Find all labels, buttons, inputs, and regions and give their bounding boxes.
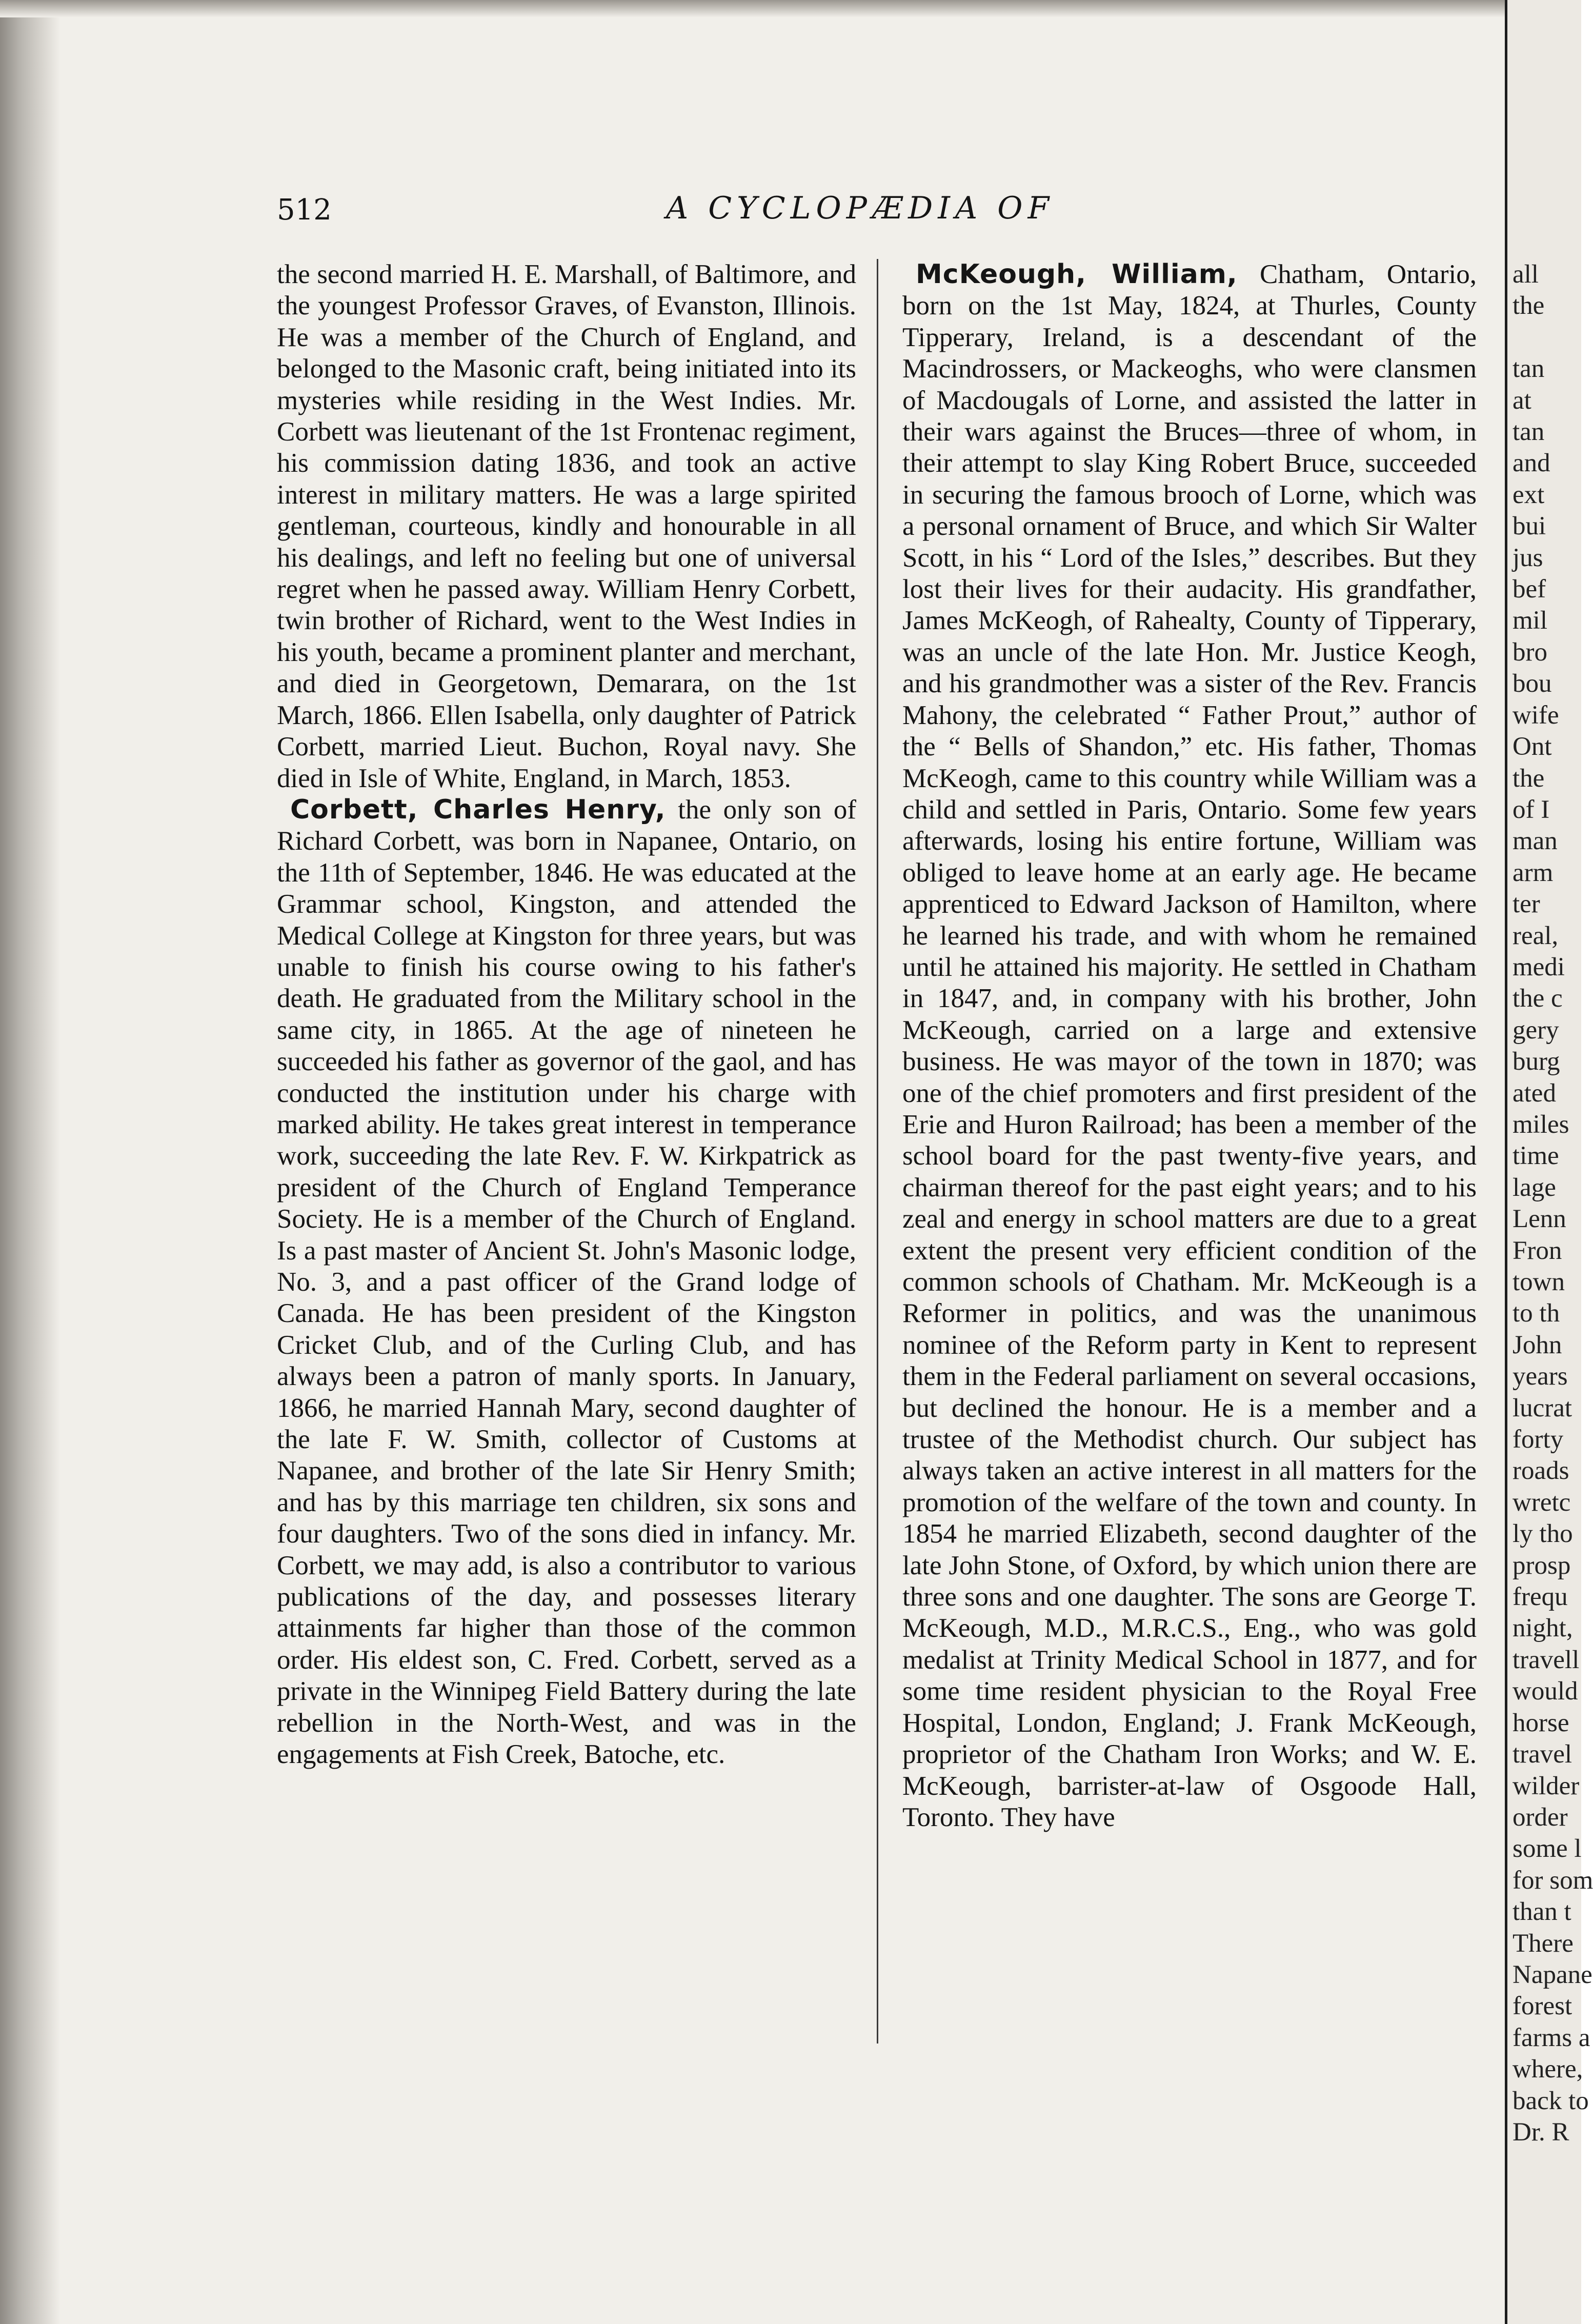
- page-top-edge: [0, 0, 1505, 17]
- left-column: [277, 259, 856, 1771]
- entry-body: the only son of Richard Corbett, was born in Napanee, Ontario, on the 11th of September, 1846. He was educated at the Grammar school, Kingston, and attended the Medical College at Kingston for three years, but was unable to finish his course owing to his father's death. He graduated from the Military school in the same city, in 1865. At the age of nineteen he succeeded his father as governor of the gaol, and has conducted the institution under his charge with marked ability. He takes great interest in temperance work, succeeding the late Rev. F. W. Kirkpatrick as president of the Church of England Temperance Society. He is a member of the Church of England. Is a past master of Ancient St. John's Masonic lodge, No. 3, and a past officer of the Grand lodge of Canada. He has been president of the Kingston Cricket Club, and of the Curling Club, and has always been a patron of manly sports. In January, 1866, he married Hannah Mary, second daughter of the late F. W. Smith, collector of Customs at Napanee, and brother of the late Sir Henry Smith; and has by this marriage ten children, six sons and four daughters. Two of the sons died in infancy. Mr. Corbett, we may add, is also a contributor to various publications of the day, and possesses literary attainments far higher than those of the common order. His eldest son, C. Fred. Corbett, served as a private in the Winnipeg Field Battery during the late rebellion in the North-West, and was in the engagements at Fish Creek, Batoche, etc.: [277, 794, 856, 1770]
- next-page-fragment: Dr. R: [1513, 2117, 1569, 2147]
- next-page-fragment: Ont: [1513, 732, 1552, 762]
- next-page-fragment: bui: [1513, 512, 1546, 541]
- next-page-fragment: John: [1513, 1330, 1562, 1359]
- column-divider: [877, 259, 878, 2043]
- next-page-fragment: at: [1513, 386, 1531, 415]
- next-page-fragment: ly tho: [1513, 1519, 1573, 1549]
- entry-corbett-charles-henry: [277, 794, 856, 1771]
- next-page-fragment: time: [1513, 1141, 1559, 1171]
- next-page-fragment: tan: [1513, 354, 1545, 384]
- next-page-fragment: jus: [1513, 543, 1543, 572]
- next-page-edge: [1505, 0, 1593, 2324]
- next-page-fragment: forty: [1513, 1425, 1564, 1454]
- next-page-fragment: years: [1513, 1362, 1568, 1391]
- next-page-fragment: the c: [1513, 984, 1563, 1013]
- entry-heading: McKeough, William,: [916, 259, 1238, 290]
- next-page-fragment: miles: [1513, 1110, 1569, 1139]
- next-page-fragment: prosp: [1513, 1551, 1571, 1580]
- next-page-fragment: travell: [1513, 1645, 1580, 1674]
- next-page-fragment: and: [1513, 449, 1550, 478]
- next-page-fragment: forest: [1513, 1992, 1572, 2021]
- page-number: 512: [277, 193, 332, 227]
- next-page-fragment: Napane: [1513, 1960, 1592, 1989]
- next-page-fragment: where,: [1513, 2055, 1583, 2084]
- next-page-fragment: wilder: [1513, 1771, 1580, 1800]
- next-page-fragment: frequ: [1513, 1582, 1568, 1612]
- next-page-fragment: There: [1513, 1929, 1574, 1958]
- next-page-text-fragments: [1513, 259, 1593, 2148]
- next-page-fragment: all: [1513, 260, 1539, 289]
- next-page-fragment: arm: [1513, 858, 1554, 887]
- next-page-fragment: roads: [1513, 1456, 1569, 1486]
- next-page-fragment: the: [1513, 764, 1545, 793]
- entry-body: Chatham, Ontario, born on the 1st May, 1824, at Thurles, County Tipperary, Ireland, is a descendant of the Macindrossers, or Mackeoghs, who were clansmen of Macdougals of Lorne, and assisted the latter in their wars against the Bruces—three of whom, in their attempt to slay King Robert Bruce, succeeded in securing the famous brooch of Lorne, which was a personal ornament of Bruce, and which Sir Walter Scott, in his “ Lord of the Isles,” describes. But they lost their lives for their audacity. His grandfather, James McKeogh, of Rahealty, County of Tipperary, was an uncle of the late Hon. Mr. Justice Keogh, and his grandmother was a sister of the Rev. Francis Mahony, the celebrated “ Father Prout,” author of the “ Bells of Shandon,” etc. His father, Thomas McKeogh, came to this country while William was a child and settled in Paris, Ontario. Some few years afterwards, losing his entire fortune, William was obliged to leave home at an early age. He became apprenticed to Edward Jackson of Hamilton, where he learned his trade, and with whom he remained until he attained his majority. He settled in Chatham in 1847, and, in company with his brother, John McKeough, carried on a large and extensive business. He was mayor of the town in 1870; was one of the chief promoters and first president of the Erie and Huron Railroad; has been a member of the school board for the past twenty-five years, and chairman thereof for the past eight years; and to his zeal and energy in school matters are due to a great extent the present very efficient condition of the common schools of Chatham. Mr. McKeough is a Reformer in politics, and was the unanimous nominee of the Reform party in Kent to represent them in the Federal parliament on several occasions, but declined the honour. He is a member and a trustee of the Methodist church. Our subject has always taken an active interest in all matters for the promotion of the welfare of the town and county. In 1854 he married Elizabeth, second daughter of the late John Stone, of Oxford, by which union there are three sons and one daughter. The sons are George T. McKeough, M.D., M.R.C.S., Eng., who was gold medalist at Trinity Medical School in 1877, and for some time resident physician to the Royal Free Hospital, London, England; J. Frank McKeough, proprietor of the Chatham Iron Works; and W. E. McKeough, barrister-at-law of Osgoode Hall, Toronto. They have: [902, 259, 1477, 1832]
- next-page-fragment: of I: [1513, 795, 1550, 824]
- page-gutter-shadow: [0, 0, 61, 2324]
- next-page-fragment: medi: [1513, 952, 1565, 981]
- next-page-fragment: bou: [1513, 669, 1552, 698]
- right-column: [902, 259, 1477, 1833]
- next-page-fragment: back to: [1513, 2086, 1589, 2115]
- next-page-fragment: some l: [1513, 1834, 1582, 1864]
- entry-mckeough-william: [902, 259, 1477, 1833]
- next-page-fragment: the: [1513, 291, 1545, 320]
- next-page-fragment: travel: [1513, 1740, 1572, 1769]
- next-page-fragment: order: [1513, 1802, 1568, 1832]
- page-header: [277, 190, 1443, 231]
- next-page-fragment: man: [1513, 827, 1558, 856]
- next-page-fragment: wretc: [1513, 1488, 1571, 1517]
- next-page-fragment: gery: [1513, 1015, 1559, 1045]
- next-page-fragment: town: [1513, 1268, 1565, 1296]
- running-head: A CYCLOPÆDIA OF: [666, 190, 1055, 226]
- next-page-fragment: ter: [1513, 890, 1540, 919]
- next-page-fragment: real,: [1513, 921, 1559, 950]
- next-page-fragment: Fron: [1513, 1236, 1562, 1265]
- next-page-fragment: mil: [1513, 606, 1548, 635]
- continued-paragraph: the second married H. E. Marshall, of Baltimore, and the youngest Professor Graves, of Evanston, Illinois. He was a member of the Church of England, and belonged to the Masonic craft, being initiated into its mysteries while residing in the West Indies. Mr. Corbett was lieutenant of the 1st Frontenac regiment, his commission dating 1836, and took an active interest in military matters. He was a large spirited gentleman, courteous, kindly and honourable in all his dealings, and left no feeling but one of universal regret when he passed away. William Henry Corbett, twin brother of Richard, went to the West Indies in his youth, became a prominent planter and merchant, and died in Georgetown, Demarara, on the 1st March, 1866. Ellen Isabella, only daughter of Patrick Corbett, married Lieut. Buchon, Royal navy. She died in Isle of White, England, in March, 1853.: [277, 259, 856, 793]
- entry-heading: Corbett, Charles Henry,: [290, 794, 666, 825]
- next-page-fragment: farms a: [1513, 2023, 1590, 2052]
- next-page-fragment: bef: [1513, 575, 1546, 604]
- next-page-fragment: lage: [1513, 1173, 1556, 1202]
- next-page-fragment: night,: [1513, 1614, 1573, 1643]
- next-page-fragment: bro: [1513, 637, 1547, 667]
- next-page-fragment: ated: [1513, 1078, 1556, 1108]
- next-page-fragment: to th: [1513, 1299, 1560, 1328]
- next-page-fragment: Lenn: [1513, 1205, 1566, 1234]
- next-page-fragment: [1513, 322, 1593, 353]
- next-page-fragment: for som: [1513, 1866, 1593, 1895]
- next-page-fragment: lucrat: [1513, 1393, 1572, 1423]
- next-page-fragment: tan: [1513, 417, 1545, 447]
- next-page-fragment: would: [1513, 1677, 1578, 1706]
- next-page-fragment: ext: [1513, 480, 1545, 509]
- next-page-fragment: than t: [1513, 1897, 1571, 1927]
- next-page-fragment: horse: [1513, 1708, 1569, 1737]
- next-page-fragment: wife: [1513, 700, 1559, 730]
- next-page-fragment: burg: [1513, 1047, 1560, 1076]
